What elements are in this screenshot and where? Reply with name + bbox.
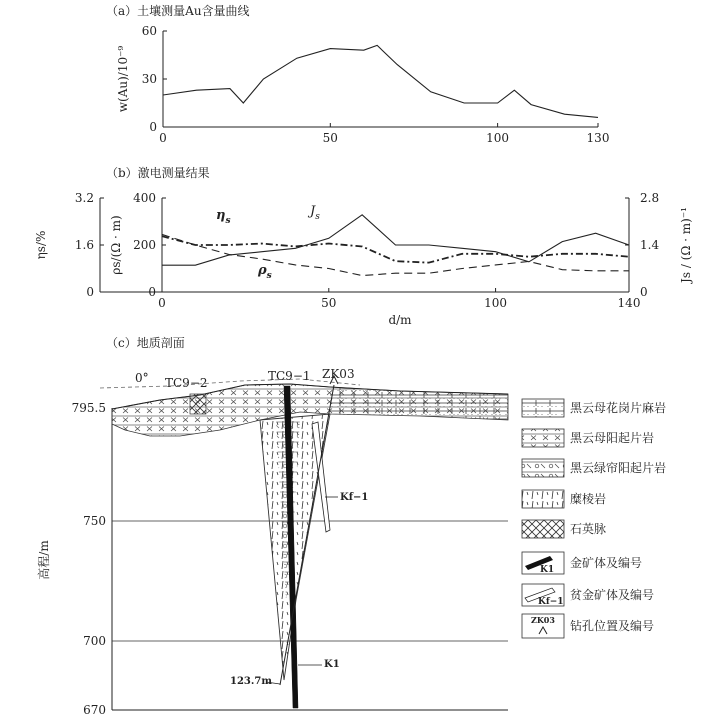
panel-b-ip-chart bbox=[34, 191, 693, 327]
legend-label: 钻孔位置及编号 bbox=[570, 619, 655, 633]
panel-a-xtick-label: 0 bbox=[159, 131, 167, 145]
panel-b-xtick-label: 50 bbox=[321, 296, 337, 310]
legend-label: 黑云母花岗片麻岩 bbox=[570, 401, 667, 415]
legend-label: 黑云绿帘阳起片岩 bbox=[570, 461, 667, 475]
zk03-label: ZK03 bbox=[322, 367, 355, 381]
panel-a-xtick-label: 50 bbox=[322, 131, 338, 145]
panel-b-rho-axis-label: ρs/(Ω · m) bbox=[109, 215, 123, 275]
panel-b-eta-tick-label: 3.2 bbox=[74, 191, 94, 205]
section-ytick-670: 670 bbox=[83, 703, 106, 717]
dip-label: 0° bbox=[135, 371, 149, 385]
section-ytick-750: 750 bbox=[83, 514, 106, 528]
legend-item-cataclasite bbox=[522, 490, 606, 508]
panel-b-rho-tick-label: 200 bbox=[133, 238, 156, 252]
kf1-label: Kf−1 bbox=[340, 492, 369, 503]
panel-a-xtick-label: 130 bbox=[586, 131, 610, 145]
section-ytick-700: 700 bbox=[83, 634, 106, 648]
legend-label: 贫金矿体及编号 bbox=[570, 588, 655, 602]
panel-b-xtick-label: 140 bbox=[617, 296, 641, 310]
k1-label: K1 bbox=[324, 659, 340, 670]
legend-label: 金矿体及编号 bbox=[570, 556, 643, 570]
legend-item-lean-gold-orebody bbox=[522, 584, 654, 607]
panel-b-rho-tick-label: 400 bbox=[133, 191, 156, 205]
legend-item-gneiss bbox=[522, 399, 666, 417]
legend-label: 黑云母阳起片岩 bbox=[570, 431, 655, 445]
series-line-solid bbox=[162, 215, 629, 265]
panel-b-eta-tick-label: 1.6 bbox=[74, 238, 94, 252]
legend-item-quartz-vein bbox=[522, 520, 606, 538]
tc9-1-label: TC9−1 bbox=[268, 369, 311, 383]
legend-item-gold-orebody bbox=[522, 552, 642, 575]
panel-b-rho-tick-label: 0 bbox=[148, 285, 156, 299]
depth-label: 123.7m bbox=[230, 676, 272, 687]
panel-b-eta-axis-label: ηs/% bbox=[34, 230, 48, 260]
panel-b-js-tick-label: 1.4 bbox=[640, 238, 660, 252]
legend-swatch-text: K1 bbox=[540, 565, 555, 575]
panel-a-xtick-label: 100 bbox=[486, 131, 510, 145]
panel-b-js-axis-label: Js / (Ω · m)⁻¹ bbox=[679, 207, 693, 283]
panel-a-soil-au-chart bbox=[116, 24, 609, 145]
series-label: $\eta_s$ bbox=[216, 208, 231, 226]
section-legend bbox=[522, 399, 666, 638]
caption-c: （c）地质剖面 bbox=[106, 336, 185, 350]
series-label: $\rho_s$ bbox=[258, 263, 272, 281]
panel-b-js-tick-label: 0 bbox=[640, 285, 648, 299]
tc9-2-label: TC9−2 bbox=[165, 376, 208, 390]
legend-swatch-text: ZK03 bbox=[531, 615, 555, 625]
legend-item-borehole bbox=[522, 614, 654, 638]
legend-label: 石英脉 bbox=[570, 522, 607, 536]
panel-b-xtick-label: 100 bbox=[484, 296, 508, 310]
panel-b-js-tick-label: 2.8 bbox=[640, 191, 660, 205]
panel-b-eta-tick-label: 0 bbox=[86, 285, 94, 299]
caption-a: （a）土壤测量Au含量曲线 bbox=[106, 4, 250, 18]
panel-a-ytick-label: 30 bbox=[141, 72, 157, 86]
series-line-dashdot bbox=[162, 236, 629, 262]
legend-item-actinolite-schist bbox=[522, 429, 654, 447]
series-label: $J_s$ bbox=[310, 204, 320, 222]
section-y-label: 高程/m bbox=[37, 540, 51, 580]
legend-swatch-text: Kf−1 bbox=[538, 597, 564, 607]
panel-a-y-label: w(Au)/10⁻⁹ bbox=[116, 45, 130, 113]
caption-b: （b）激电测量结果 bbox=[106, 166, 210, 180]
panel-a-ytick-label: 60 bbox=[141, 24, 157, 38]
quartz-vein-block bbox=[190, 394, 206, 414]
panel-a-ytick-label: 0 bbox=[149, 120, 157, 134]
panel-c-geological-section bbox=[36, 367, 508, 717]
legend-label: 糜棱岩 bbox=[570, 492, 607, 506]
section-ytick-795: 795.5 bbox=[71, 401, 106, 415]
au-content-line bbox=[163, 45, 598, 117]
legend-item-epidote-schist bbox=[522, 459, 666, 477]
panel-b-xtick-label: 0 bbox=[158, 296, 166, 310]
panel-b-x-label: d/m bbox=[388, 313, 412, 327]
